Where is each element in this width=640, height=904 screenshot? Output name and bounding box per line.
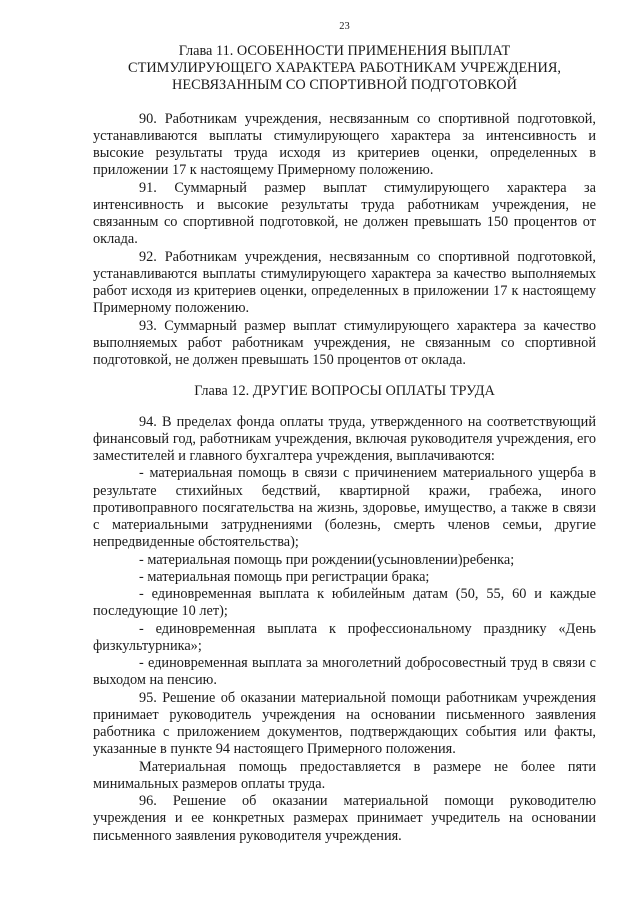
- list-item-retirement-payment: - единовременная выплата за многолетний добросовестный труд в связи с выходом на пенсию.: [93, 655, 596, 689]
- paragraph-92: 92. Работникам учреждения, несвязанным со спортивной подготовкой, устанавливаются выплаты стимулирующего характера за качество выполняемых работ исходя из критериев оценки, определенных в приложении 17 к настоящему Примерному положению.: [93, 248, 596, 317]
- chapter-11-title-line-3: НЕСВЯЗАННЫМ СО СПОРТИВНОЙ ПОДГОТОВКОЙ: [172, 77, 517, 94]
- paragraph-96: 96. Решение об оказании материальной помощи руководителю учреждения и ее конкретных размерах принимает учредитель на основании письменного заявления руководителя учреждения.: [93, 793, 596, 844]
- list-item-material-aid-marriage: - материальная помощь при регистрации брака;: [139, 568, 430, 585]
- chapter-12-body: [93, 414, 596, 845]
- paragraph-93: 93. Суммарный размер выплат стимулирующего характера за качество выполняемых работ работникам учреждения, не связанным со спортивной подготовкой, не должен превышать 150 процентов от оклада.: [93, 317, 596, 369]
- list-item-material-aid-birth: - материальная помощь при рождении(усыновлении)ребенка;: [139, 551, 515, 568]
- chapter-11-title-line-1: Глава 11. ОСОБЕННОСТИ ПРИМЕНЕНИЯ ВЫПЛАТ: [178, 43, 511, 59]
- paragraph-95: 95. Решение об оказании материальной помощи работникам учреждения принимает руководитель учреждения на основании письменного заявления работника с приложением документов, подтверждающих события или факты, указанные в пункте 94 настоящего Примерного положения.: [93, 689, 596, 758]
- chapter-11-title: [93, 43, 596, 95]
- paragraph-material-aid-limit: Материальная помощь предоставляется в размере не более пяти минимальных размеров оплаты труда.: [93, 758, 596, 792]
- paragraph-90: 90. Работникам учреждения, несвязанным со спортивной подготовкой, устанавливаются выплаты стимулирующего характера за интенсивность и высокие результаты труда исходя из критериев оценки, определенных в приложении 17 к настоящему Примерному положению.: [93, 110, 596, 179]
- list-item-jubilee-payment: - единовременная выплата к юбилейным датам (50, 55, 60 и каждые последующие 10 лет);: [93, 586, 596, 620]
- list-item-professional-holiday-payment: - единовременная выплата к профессиональному празднику «День физкультурника»;: [93, 620, 596, 654]
- page-number: 23: [339, 21, 350, 32]
- chapter-12-title: Глава 12. ДРУГИЕ ВОПРОСЫ ОПЛАТЫ ТРУДА: [194, 383, 495, 400]
- list-item-material-aid-damage: - материальная помощь в связи с причинением материального ущерба в результате стихийных бедствий, квартирной кражи, грабежа, иного противоправного посягательства на жизнь, здоровье, имущество, а также в связи с материальными затруднениями (болезнь, смерть членов семьи, другие непредвиденные обстоятельства);: [93, 465, 596, 551]
- chapter-11-title-line-2: СТИМУЛИРУЮЩЕГО ХАРАКТЕРА РАБОТНИКАМ УЧРЕЖДЕНИЯ,: [128, 60, 561, 77]
- paragraph-94: 94. В пределах фонда оплаты труда, утвержденного на соответствующий финансовый год, работникам учреждения, включая руководителя учреждения, его заместителей и главного бухгалтера учреждения, выплачиваются:: [93, 413, 596, 465]
- chapter-11-body: [93, 111, 596, 370]
- paragraph-91: 91. Суммарный размер выплат стимулирующего характера за интенсивность и высокие результаты труда работникам учреждения, не связанным со спортивной подготовкой, не должен превышать 150 процентов от оклада.: [93, 179, 596, 248]
